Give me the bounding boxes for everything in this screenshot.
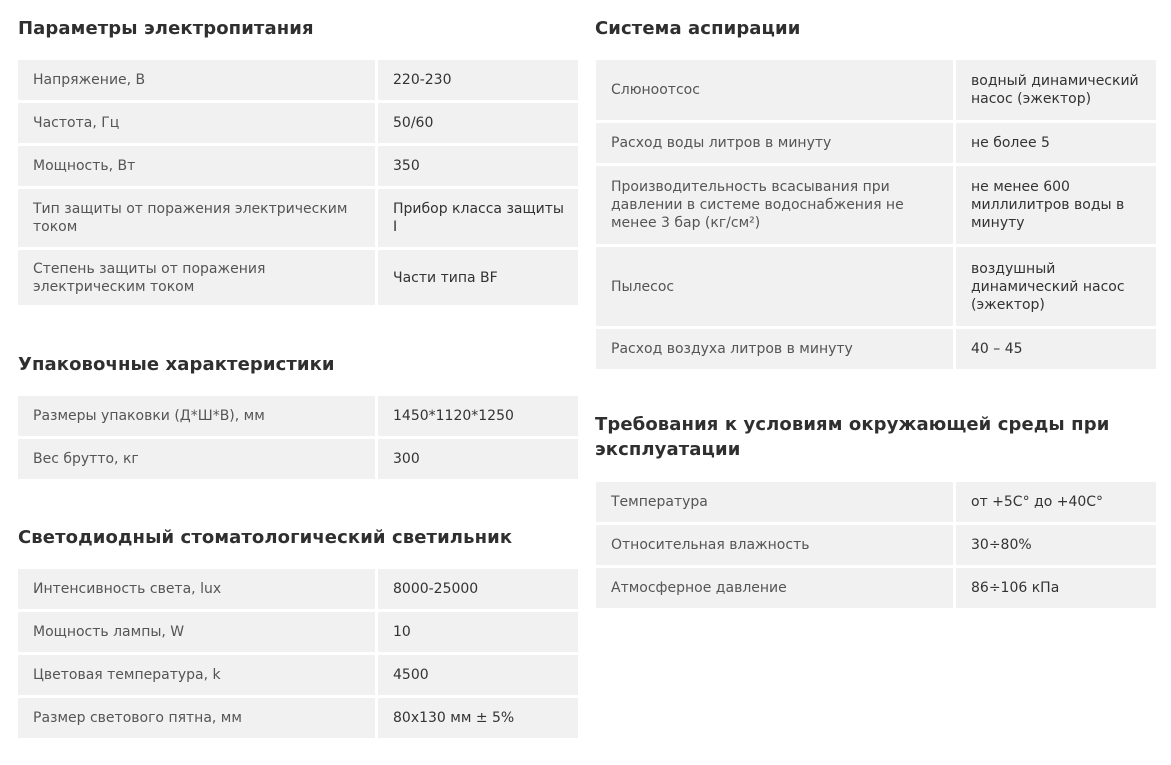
row-label: Пылесос [596,247,953,326]
row-label: Вес брутто, кг [18,439,375,479]
row-value: 30÷80% [953,525,1156,565]
table-row [596,525,1156,565]
table-row [18,698,578,738]
row-label: Слюноотсос [596,60,953,120]
row-value: от +5С° до +40С° [953,482,1156,522]
table-row [596,123,1156,163]
section-title-environment: Требования к условиям окружающей среды при эксплуатации [595,414,1110,460]
table-row [18,655,578,695]
row-value: 220-230 [375,60,578,100]
table-row [596,60,1156,120]
row-label: Цветовая температура, k [18,655,375,695]
table-row [596,166,1156,244]
row-value: 86÷106 кПа [953,568,1156,608]
row-label: Атмосферное давление [596,568,953,608]
row-label: Тип защиты от поражения электрическим током [18,189,375,247]
row-label: Частота, Гц [18,103,375,143]
table-row [18,60,578,100]
row-value: Части типа BF [375,250,578,305]
row-value: 80x130 мм ± 5% [375,698,578,738]
row-label: Температура [596,482,953,522]
row-label: Расход воздуха литров в минуту [596,329,953,369]
section-title-lamp: Светодиодный стоматологический светильник [18,527,513,548]
row-value: 350 [375,146,578,186]
spec-table-environment [596,479,1156,611]
row-value: водный динамический насос (эжектор) [953,60,1156,120]
row-value: 1450*1120*1250 [375,396,578,436]
row-label: Размеры упаковки (Д*Ш*В), мм [18,396,375,436]
row-label: Производительность всасывания при давлении в системе водоснабжения не менее 3 бар (кг/см²) [596,166,953,244]
table-row [596,329,1156,369]
spec-table-aspiration [596,57,1156,372]
spec-table-lamp [18,566,578,741]
row-value: 4500 [375,655,578,695]
row-value: воздушный динамический насос (эжектор) [953,247,1156,326]
row-label: Степень защиты от поражения электрическим током [18,250,375,305]
row-label: Интенсивность света, lux [18,569,375,609]
table-row [596,482,1156,522]
row-label: Расход воды литров в минуту [596,123,953,163]
table-row [18,103,578,143]
spec-table-packaging [18,393,578,482]
table-row [18,146,578,186]
row-label: Размер светового пятна, мм [18,698,375,738]
row-value: 10 [375,612,578,652]
table-row [18,250,578,305]
spec-table-power [18,57,578,308]
table-row [18,569,578,609]
table-row [18,396,578,436]
table-row [596,568,1156,608]
section-title-power: Параметры электропитания [18,18,314,39]
row-value: 50/60 [375,103,578,143]
section-title-aspiration: Система аспирации [595,18,801,39]
row-value: не более 5 [953,123,1156,163]
table-row [596,247,1156,326]
row-label: Относительная влажность [596,525,953,565]
row-value: 40 – 45 [953,329,1156,369]
table-row [18,189,578,247]
row-value: не менее 600 миллилитров воды в минуту [953,166,1156,244]
section-title-packaging: Упаковочные характеристики [18,354,335,375]
row-label: Напряжение, В [18,60,375,100]
table-row [18,439,578,479]
table-row [18,612,578,652]
row-value: 300 [375,439,578,479]
row-label: Мощность, Вт [18,146,375,186]
row-label: Мощность лампы, W [18,612,375,652]
row-value: 8000-25000 [375,569,578,609]
row-value: Прибор класса защиты I [375,189,578,247]
